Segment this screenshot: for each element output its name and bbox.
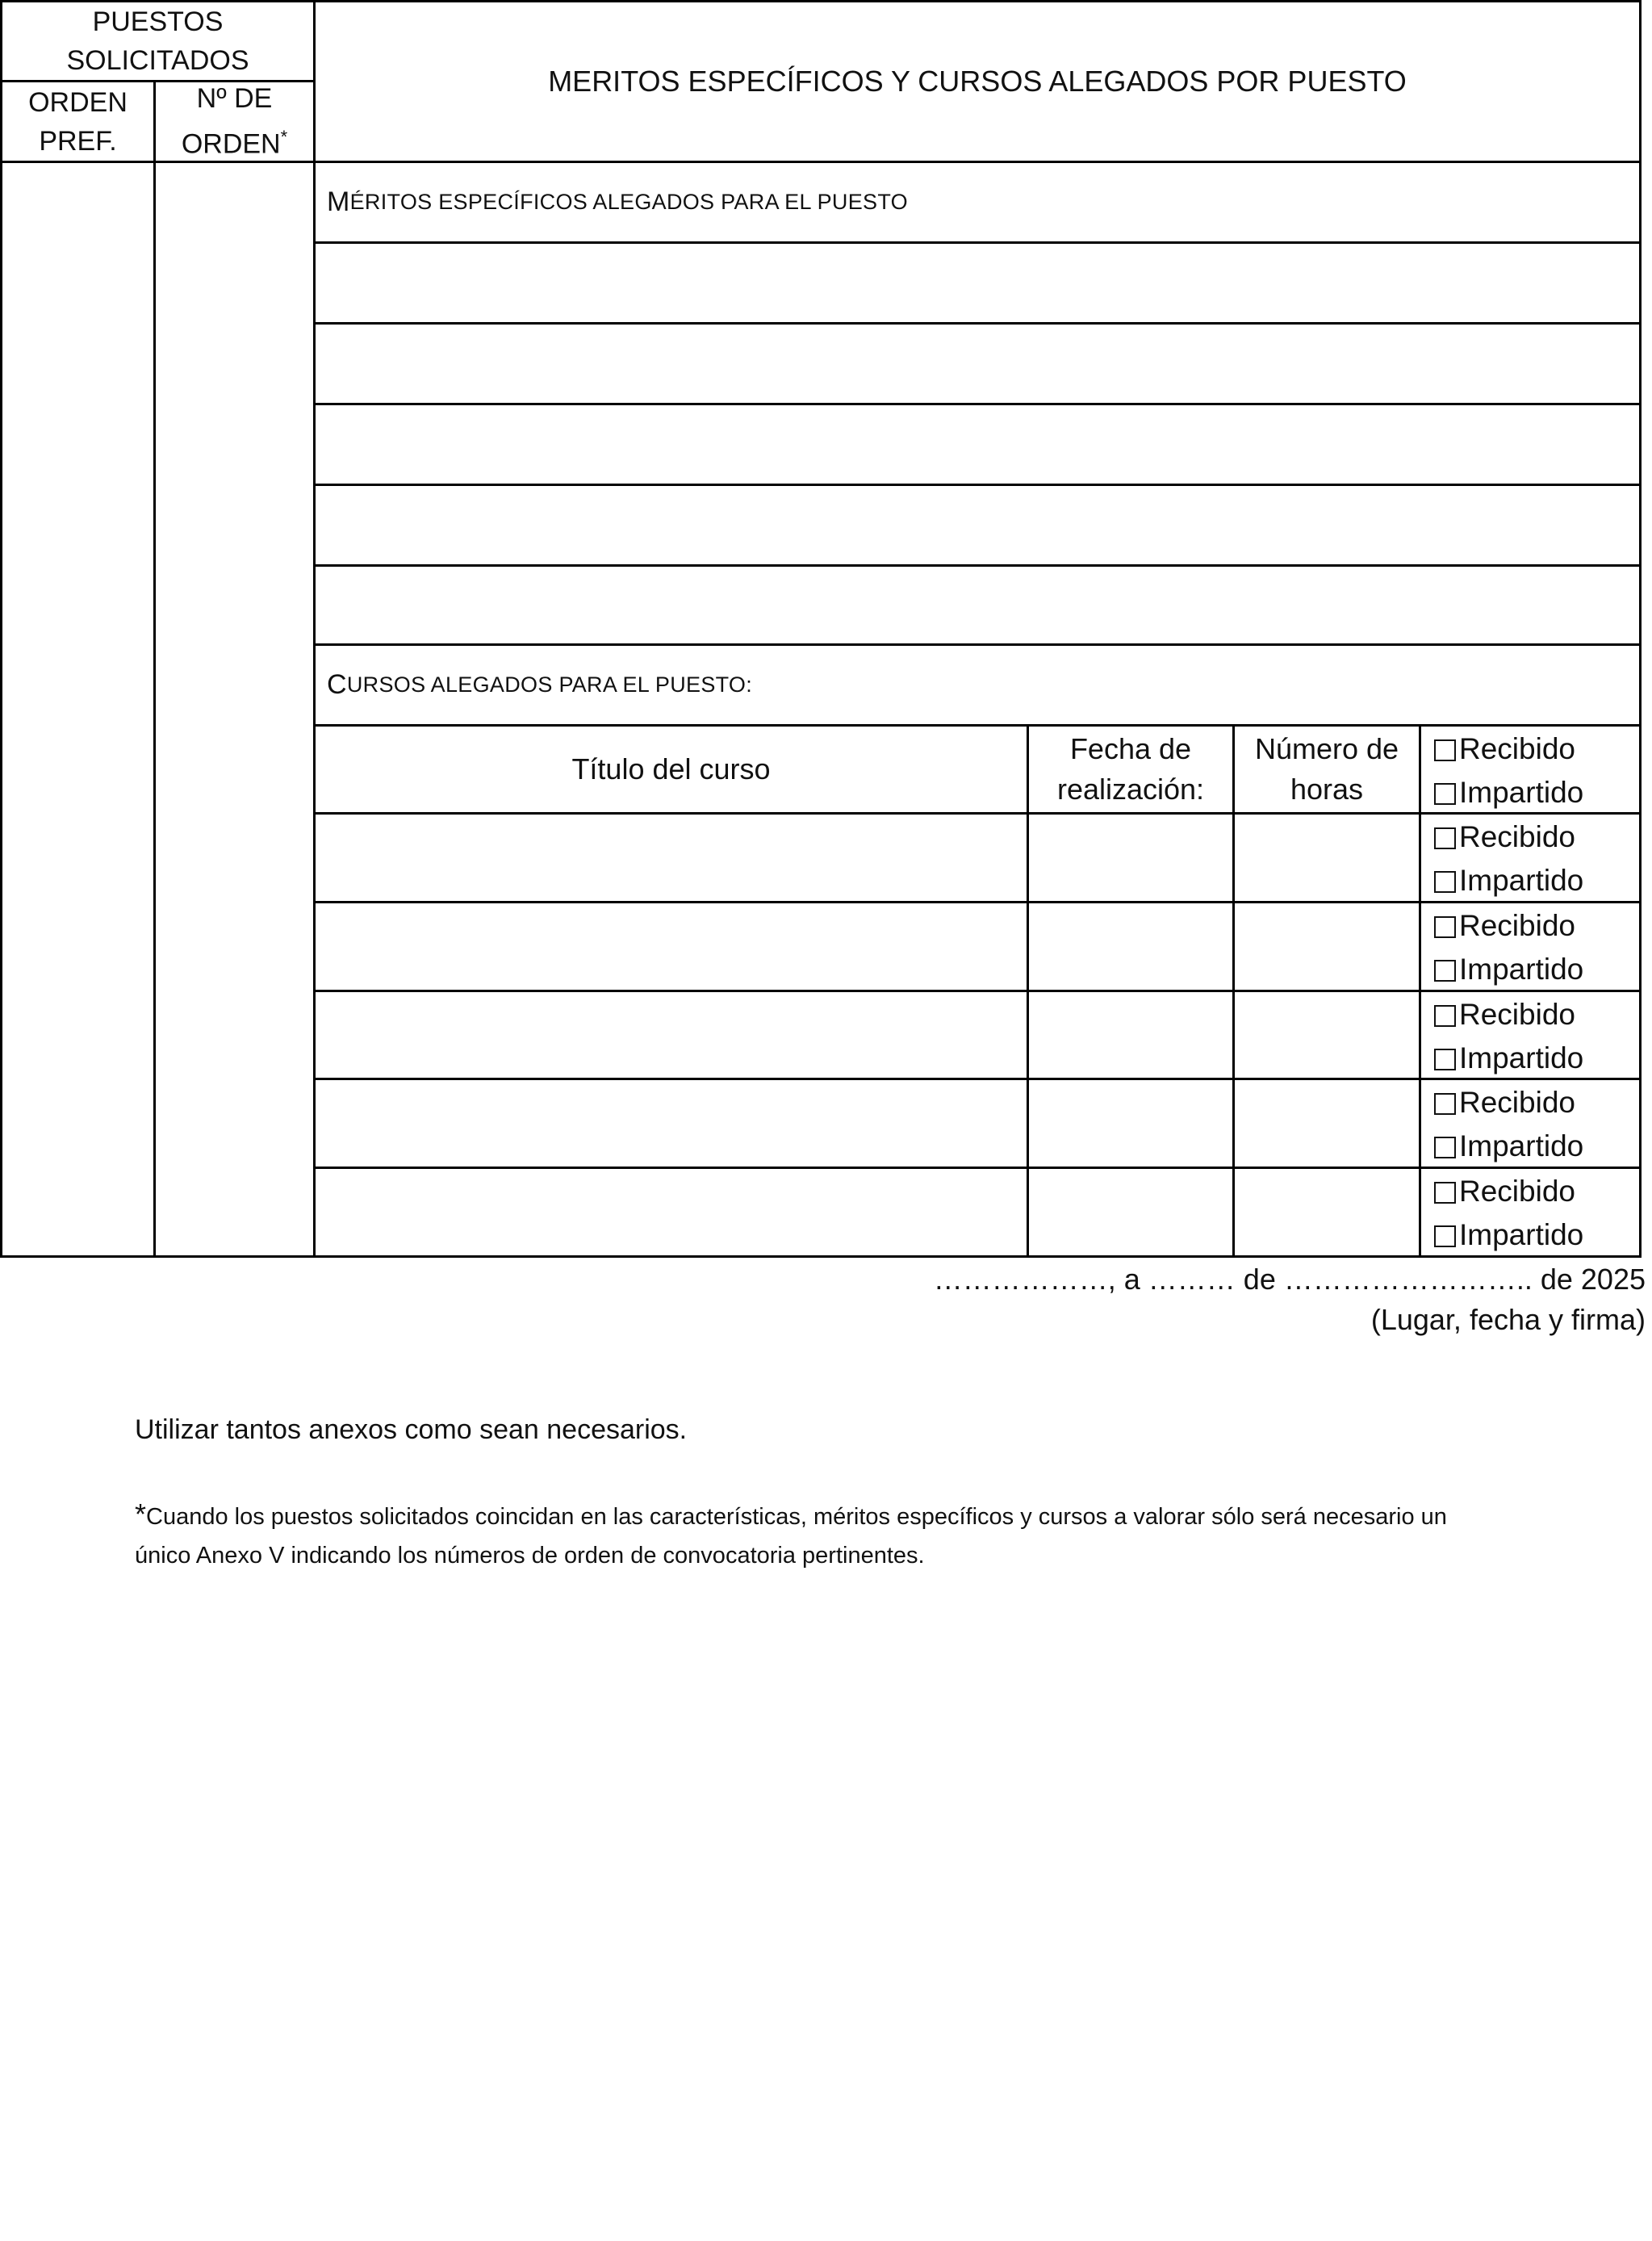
checkbox-icon <box>1434 827 1456 849</box>
course-date-cell[interactable] <box>1029 1080 1232 1167</box>
n-de-orden-header: Nº DE ORDEN* <box>181 83 288 160</box>
recibido-checkbox[interactable]: Recibido <box>1434 815 1639 859</box>
recibido-checkbox[interactable]: Recibido <box>1434 727 1639 771</box>
fecha-realizacion-header: Fecha de realización: <box>1056 732 1205 806</box>
recibido-checkbox[interactable]: Recibido <box>1434 904 1639 948</box>
checkbox-icon <box>1434 1137 1456 1158</box>
checkbox-icon <box>1434 1225 1456 1247</box>
cursos-section-label: C URSOS ALEGADOS PARA EL PUESTO: <box>327 669 753 700</box>
tipo-header-checkboxes <box>1421 727 1639 813</box>
footnote-line-2: único Anexo V indicando los números de orden de convocatoria pertinentes. <box>135 1543 925 1569</box>
date-line: ………………, a ……… de …………………….. de 2025 <box>933 1263 1646 1296</box>
merito-row-5[interactable] <box>316 567 1639 643</box>
merito-row-4[interactable] <box>316 486 1639 564</box>
impartido-checkbox[interactable]: Impartido <box>1434 1213 1639 1257</box>
checkbox-icon <box>1434 960 1456 982</box>
course-type-cell <box>1421 1170 1639 1256</box>
puestos-solicitados-header: PUESTOS SOLICITADOS <box>66 6 249 76</box>
checkbox-icon <box>1434 1182 1456 1204</box>
course-hours-cell[interactable] <box>1235 992 1419 1078</box>
checkbox-icon <box>1434 871 1456 893</box>
checkbox-icon <box>1434 739 1456 761</box>
numero-horas-header: Número de horas <box>1254 732 1399 806</box>
meritos-section-label: M ÉRITOS ESPECÍFICOS ALEGADOS PARA EL PUESTO <box>327 186 908 217</box>
recibido-checkbox[interactable]: Recibido <box>1434 1081 1639 1125</box>
course-title-cell[interactable] <box>316 815 1027 901</box>
course-type-cell <box>1421 993 1639 1079</box>
course-title-cell[interactable] <box>316 1169 1027 1255</box>
orden-pref-header: ORDEN PREF. <box>28 86 128 157</box>
merito-row-2[interactable] <box>316 325 1639 403</box>
impartido-checkbox[interactable]: Impartido <box>1434 948 1639 991</box>
titulo-curso-header: Título del curso <box>571 752 771 785</box>
footnote-mark: * <box>135 1497 147 1531</box>
course-title-cell[interactable] <box>316 1080 1027 1167</box>
impartido-checkbox[interactable]: Impartido <box>1434 859 1639 903</box>
impartido-checkbox[interactable]: Impartido <box>1434 771 1639 815</box>
course-type-cell <box>1421 1081 1639 1167</box>
checkbox-icon <box>1434 1049 1456 1070</box>
merito-row-3[interactable] <box>316 405 1639 484</box>
course-type-cell <box>1421 904 1639 991</box>
merito-row-1[interactable] <box>316 244 1639 322</box>
course-hours-cell[interactable] <box>1235 903 1419 990</box>
course-date-cell[interactable] <box>1029 903 1232 990</box>
recibido-checkbox[interactable]: Recibido <box>1434 993 1639 1037</box>
course-type-cell <box>1421 815 1639 902</box>
signature-caption: (Lugar, fecha y firma) <box>1370 1303 1646 1336</box>
course-date-cell[interactable] <box>1029 992 1232 1078</box>
annex-note: Utilizar tantos anexos como sean necesarios. <box>135 1414 688 1445</box>
course-title-cell[interactable] <box>316 992 1027 1078</box>
checkbox-icon <box>1434 1005 1456 1027</box>
course-hours-cell[interactable] <box>1235 1080 1419 1167</box>
main-title: MERITOS ESPECÍFICOS Y CURSOS ALEGADOS POR PUESTO <box>548 65 1407 98</box>
course-hours-cell[interactable] <box>1235 815 1419 901</box>
course-title-cell[interactable] <box>316 903 1027 990</box>
recibido-checkbox[interactable]: Recibido <box>1434 1170 1639 1213</box>
checkbox-icon <box>1434 916 1456 938</box>
signature-block <box>934 1259 1646 1340</box>
footnote-line-1: Cuando los puestos solicitados coincidan en las características, méritos específicos y cursos a valorar sólo será necesario un <box>146 1504 1447 1530</box>
checkbox-icon <box>1434 783 1456 805</box>
course-hours-cell[interactable] <box>1235 1169 1419 1255</box>
course-date-cell[interactable] <box>1029 815 1232 901</box>
impartido-checkbox[interactable]: Impartido <box>1434 1125 1639 1168</box>
course-date-cell[interactable] <box>1029 1169 1232 1255</box>
footnote <box>135 1495 1507 1575</box>
impartido-checkbox[interactable]: Impartido <box>1434 1037 1639 1080</box>
checkbox-icon <box>1434 1093 1456 1115</box>
